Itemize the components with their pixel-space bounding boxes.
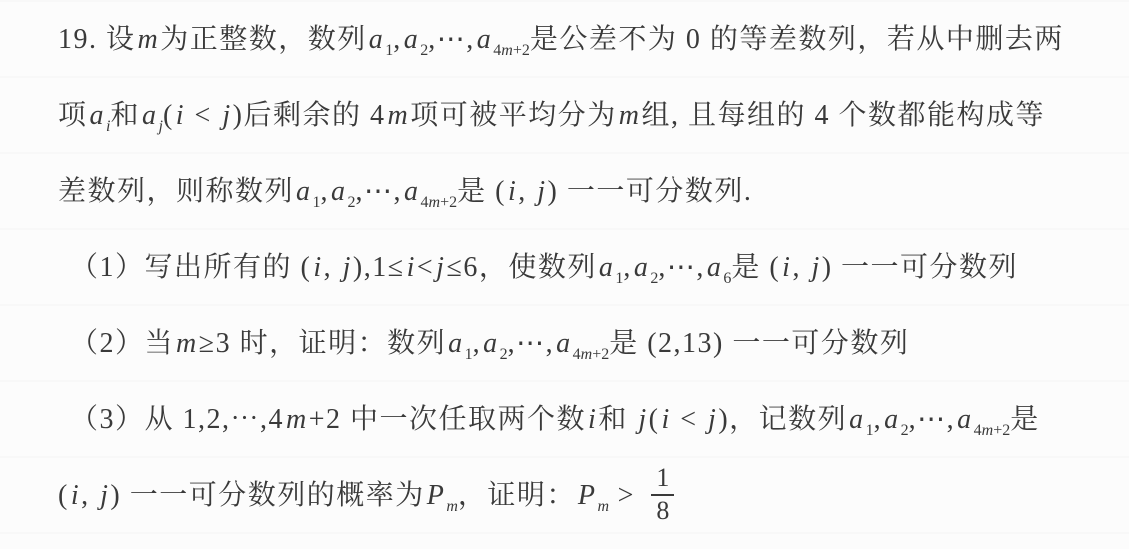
math-run: j [436,252,445,283]
math-run: m [981,422,994,439]
text-run: 是 ( [457,176,506,207]
text-run: （2）当 [70,328,175,359]
math-run: 4 [973,422,982,439]
text-run: ,⋯, [428,24,475,55]
text-run: ),1≤ [352,252,405,283]
fraction [651,464,674,525]
text-run: ,⋯, [658,252,705,283]
math-run: m [387,100,409,131]
math-run: j [100,480,109,511]
text-run: , [873,404,883,435]
text-run: ) 一一可分数列的概率为 [110,480,425,511]
math-run: i [313,252,322,283]
stem-line-1 [0,2,1129,78]
math-run: +2 [592,346,610,363]
text-run: （1）写出所有的 ( [70,252,312,283]
math-run: 1 [385,42,394,59]
math-run: a [296,176,311,207]
text-run: > [609,480,644,511]
text-run: , [518,176,536,207]
text-run: 是 [1010,404,1040,435]
math-run: m [428,194,441,211]
math-run: j [811,252,820,283]
text-run: , [393,24,402,55]
math-run: m [137,24,159,55]
math-run: a [884,404,899,435]
text-run: 项 [58,100,88,131]
text-run: , [623,252,632,283]
math-run: a [957,404,972,435]
text-run: ( [58,480,69,511]
math-run: m [580,346,593,363]
math-run: 1 [312,194,321,211]
math-run: j [342,252,351,283]
text-run: 为正整数，数列 [160,24,367,55]
math-run: 6 [723,270,732,287]
math-run: j [158,118,163,135]
text-run: < [416,252,435,283]
text-run: +2 中一次任取两个数 [308,404,587,435]
math-run: a [556,328,571,359]
text-run: ，证明： [457,480,576,511]
text-run: 是 ( [731,252,781,283]
text-run: )，记数列 [718,404,848,435]
text-run: ) 一一可分数列. [547,176,753,207]
math-run: a [141,100,157,131]
math-run: i [507,176,517,207]
text-run: 差数列，则称数列 [58,176,295,207]
math-run: +2 [440,194,458,211]
question-1 [0,230,1129,306]
math-run: 1 [615,270,624,287]
text-run: （3）从 1,2,⋯,4 [70,404,285,435]
question-2 [0,306,1129,382]
question-3-line-2 [0,458,1129,534]
text-run: ( [162,100,174,131]
math-run: 2 [499,346,508,363]
math-run: m [286,404,307,435]
stem-line-2 [0,78,1129,154]
math-run: j [708,404,717,435]
text-run: < [186,100,221,131]
text-run: 和 [110,100,140,131]
math-run: m [446,498,458,515]
text-run: , [323,252,341,283]
math-run: j [537,176,546,207]
math-run: i [106,118,111,135]
math-run: m [618,100,640,131]
math-run: m [597,498,610,515]
text-run: ) 一一可分数列 [821,252,1019,283]
fraction-denominator: 8 [656,495,670,525]
text-run: 是公差不为 0 的等差数列，若从中删去两 [529,24,1064,55]
math-run: 2 [650,270,659,287]
text-run: 项可被平均分为 [410,100,617,131]
text-run: ( [648,404,660,435]
math-run: i [175,100,185,131]
math-run: i [70,480,80,511]
text-run: < [671,404,707,435]
math-run: a [633,252,649,283]
text-run: 19. 设 [58,24,136,55]
math-run: a [476,24,492,55]
math-run: j [638,404,647,435]
text-run: 是 (2,13) 一一可分数列 [609,328,910,359]
text-run: 和 [598,404,637,435]
math-run: P [426,480,445,511]
math-run: 4 [493,42,502,59]
text-run: , [320,176,330,207]
text-run: , [472,328,482,359]
math-run: 2 [420,42,429,59]
math-run: a [706,252,722,283]
math-run: i [588,404,597,435]
math-run: a [331,176,346,207]
math-run: i [782,252,791,283]
math-run: a [483,328,498,359]
math-run: 2 [347,194,356,211]
math-run: m [176,328,197,359]
math-run: 4 [572,346,581,363]
fraction-numerator: 1 [651,464,674,496]
math-run: 2 [900,422,909,439]
text-run: ,⋯, [908,404,956,435]
math-run: 4 [420,194,429,211]
question-3-line-1 [0,382,1129,458]
text-run: , [81,480,99,511]
math-run: a [448,328,463,359]
math-run: +2 [993,422,1011,439]
math-run: +2 [512,42,530,59]
math-run: i [661,404,670,435]
text-run: , [792,252,810,283]
math-run: j [222,100,231,131]
math-run: a [403,24,419,55]
math-run: i [406,252,415,283]
math-run: 1 [464,346,473,363]
math-run: a [404,176,419,207]
text-run: ,⋯, [507,328,555,359]
text-run: ≥3 时，证明：数列 [198,328,447,359]
math-run: a [368,24,384,55]
math-run: a [89,100,105,131]
math-run: 1 [865,422,874,439]
math-run: m [501,42,513,59]
stem-line-3 [0,154,1129,230]
text-run: )后剩余的 4 [232,100,386,131]
text-run: ,⋯, [355,176,403,207]
text-run: 组, 且每组的 4 个数都能构成等 [641,100,1045,131]
math-run: P [577,480,596,511]
text-run: ≤6，使数列 [446,252,597,283]
math-run: a [598,252,614,283]
math-run: a [849,404,864,435]
